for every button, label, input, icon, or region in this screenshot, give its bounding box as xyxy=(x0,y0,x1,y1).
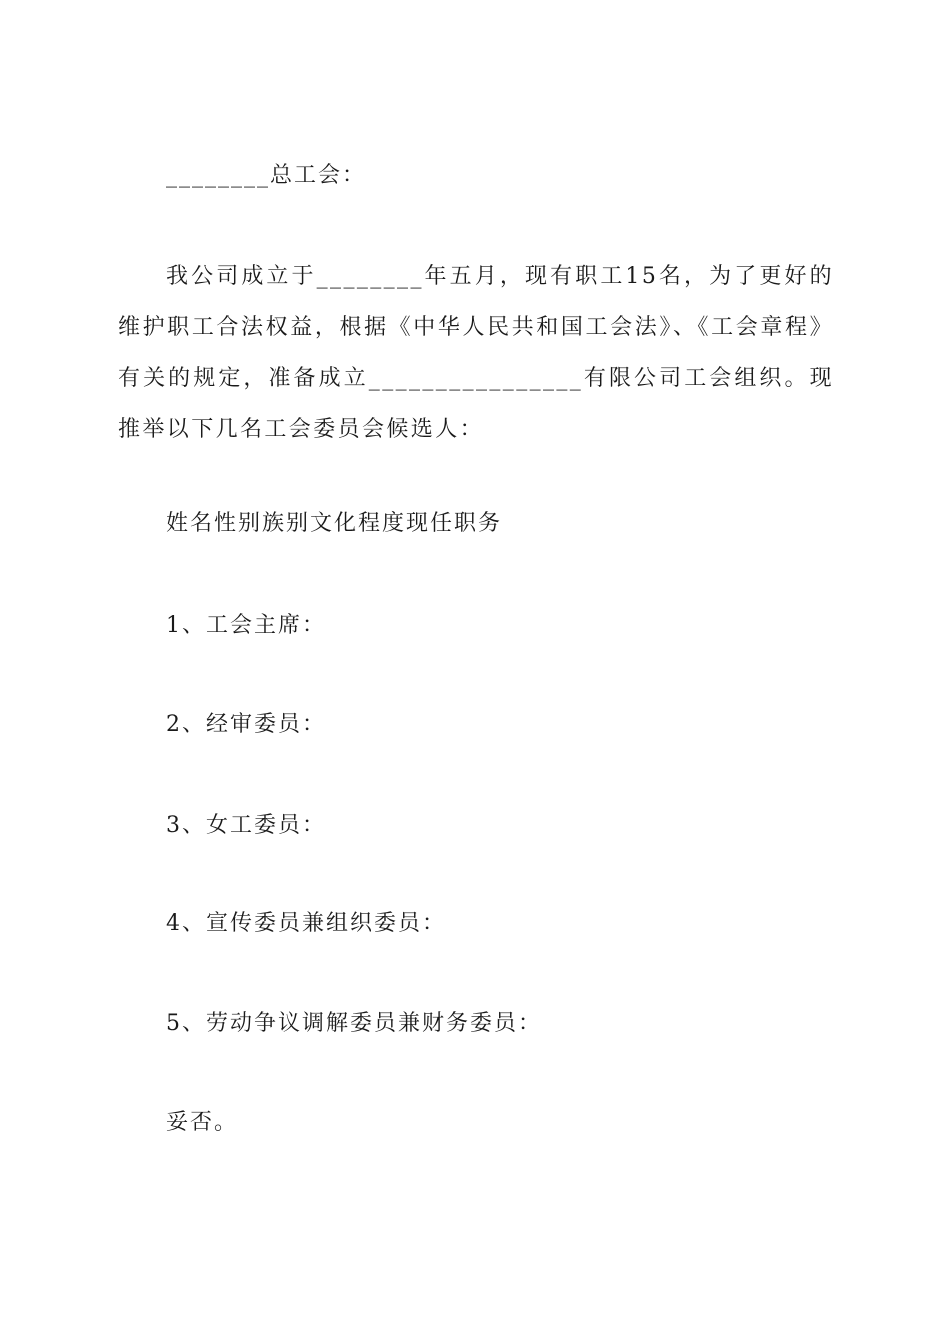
candidate-item: 3、女工委员： xyxy=(166,813,326,838)
closing: 妥否。 xyxy=(166,1110,239,1135)
candidate-item: 5、劳动争议调解委员兼财务委员： xyxy=(166,1011,542,1036)
table-header: 姓名性别族别文化程度现任职务 xyxy=(166,511,503,536)
candidate-item: 2、经审委员： xyxy=(166,712,326,737)
candidate-item: 1、工会主席： xyxy=(166,613,326,638)
body-paragraph: 我公司成立于________年五月，现有职工15名，为了更好的维护职工合法权益，根据《中华人民共和国工会法》、《工会章程》有关的规定，准备成立________________有限公司工会组织。现推举以下几名工会委员会候选人： xyxy=(118,264,834,442)
salutation: ________总工会： xyxy=(166,163,367,188)
candidate-item: 4、宣传委员兼组织委员： xyxy=(166,911,446,936)
